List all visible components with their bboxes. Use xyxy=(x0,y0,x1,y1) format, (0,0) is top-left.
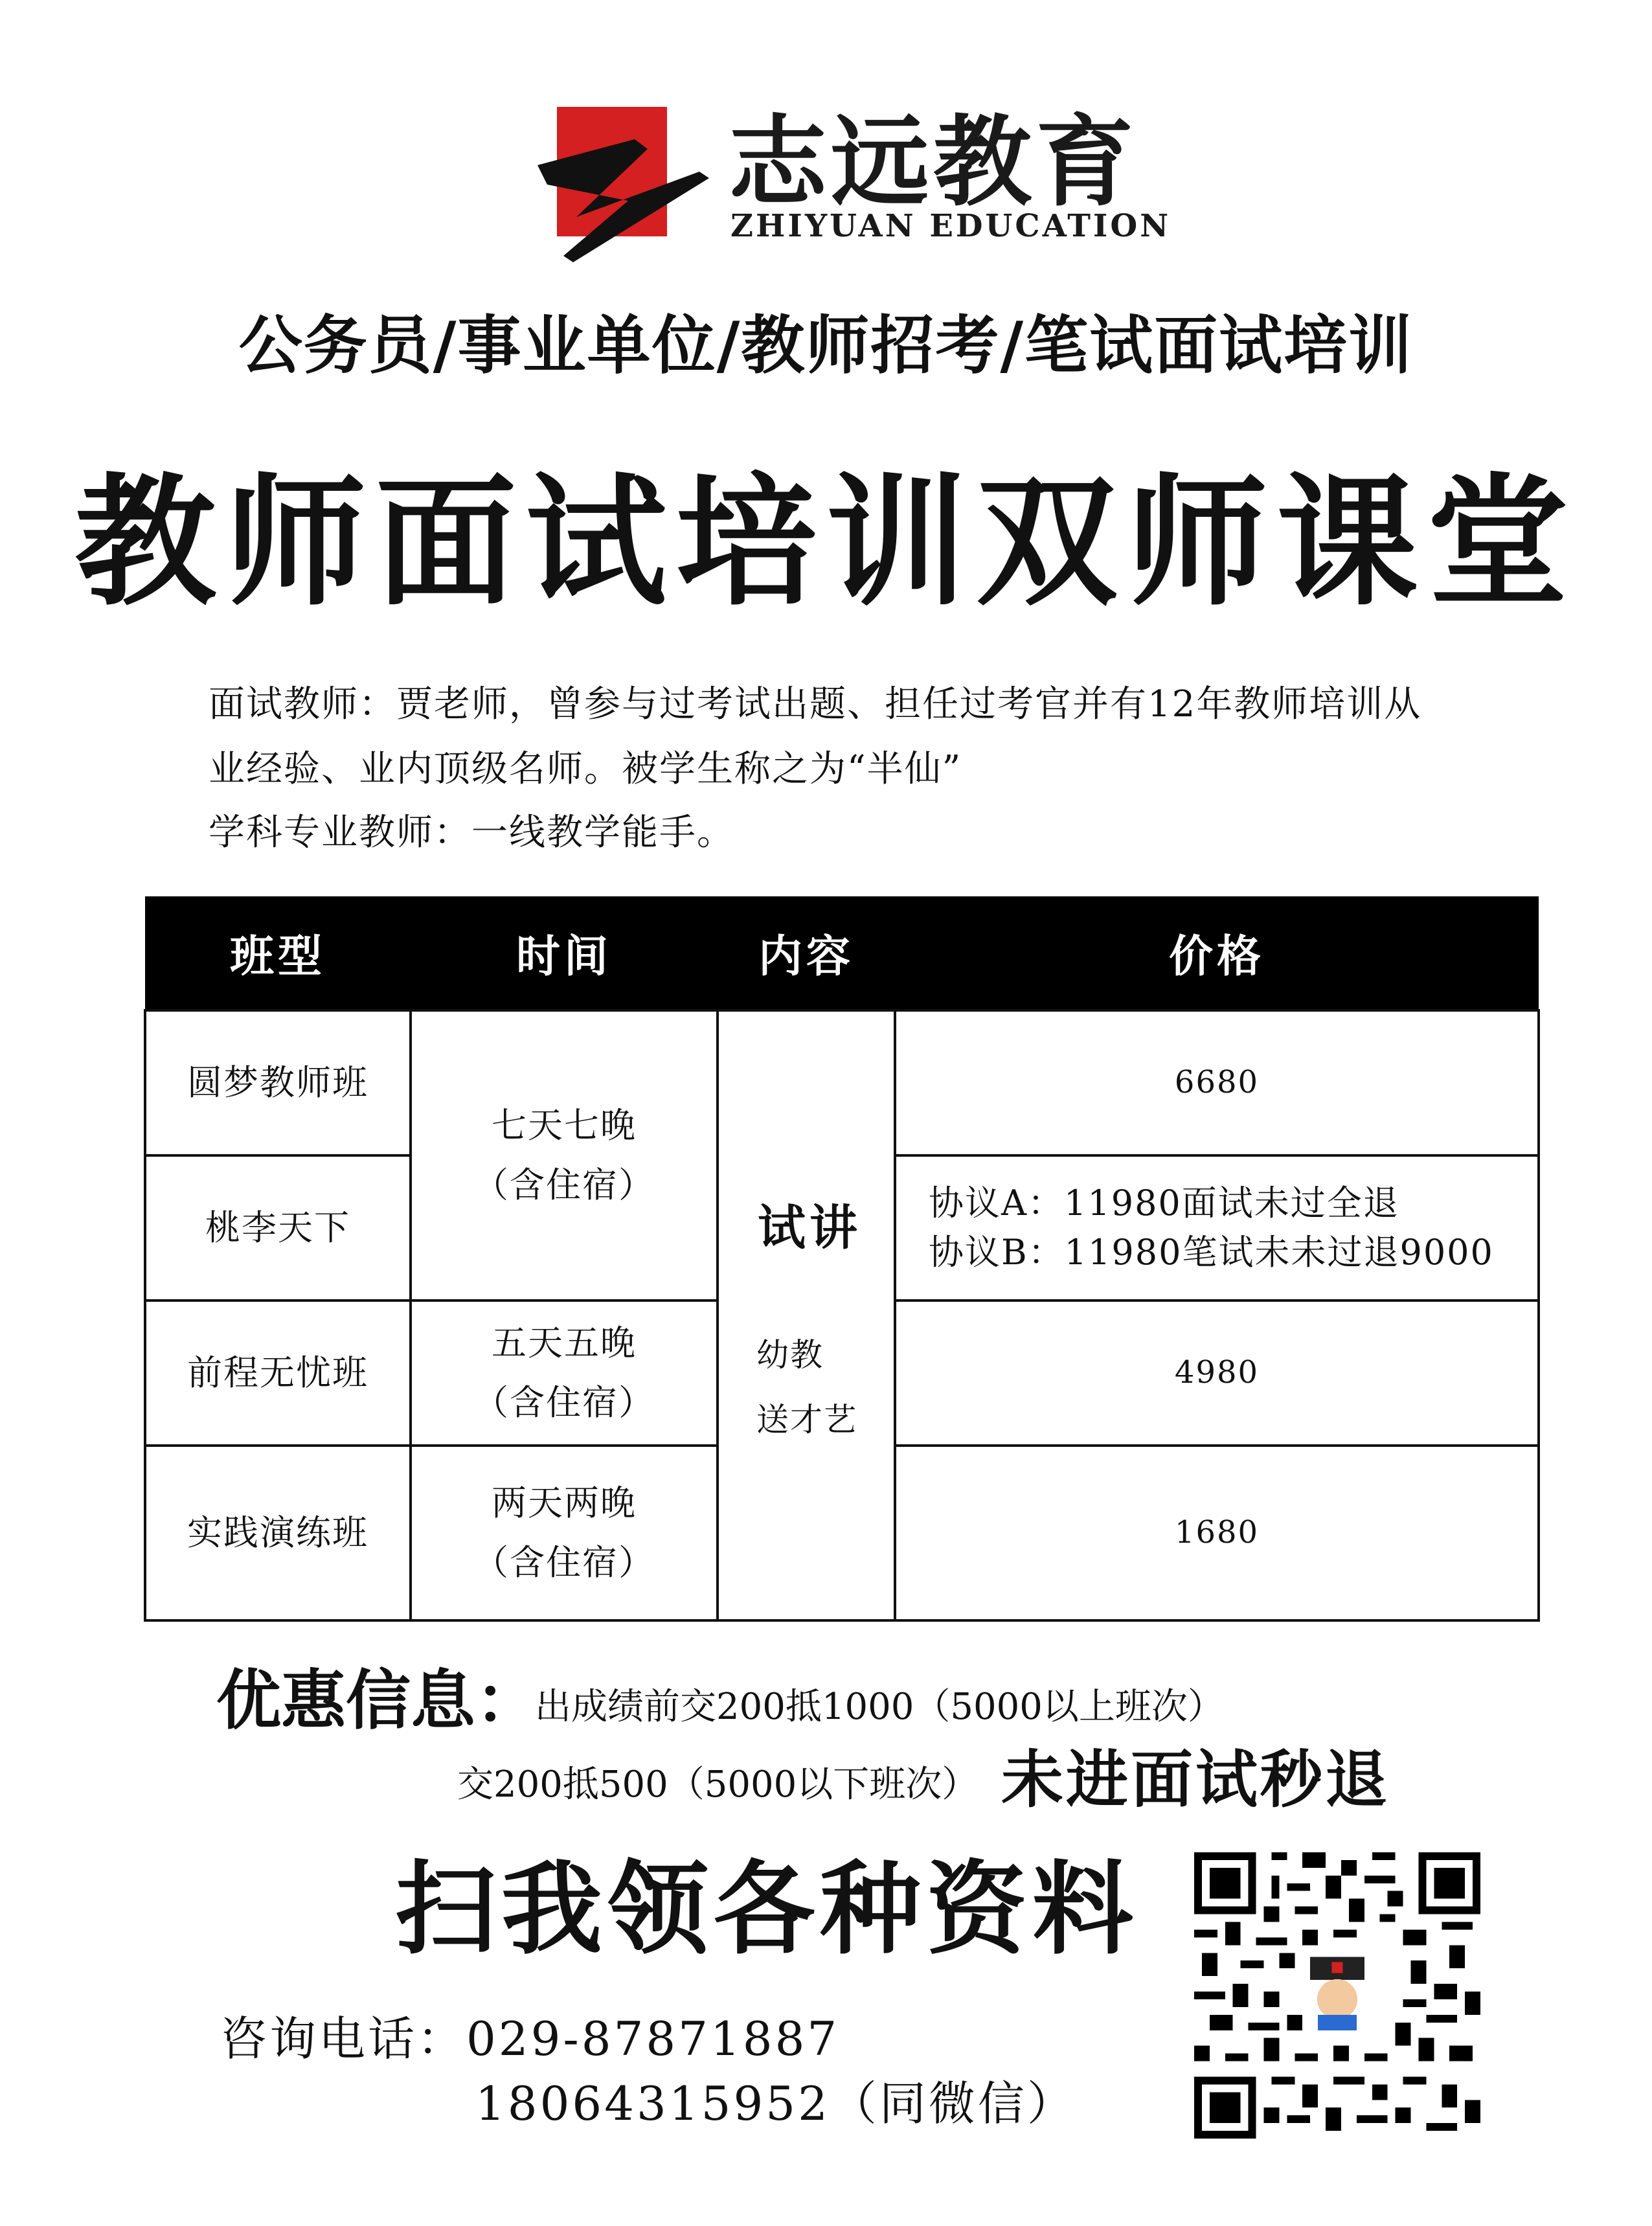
time-duration: 两天两晚 xyxy=(492,1482,637,1524)
brand-logo-icon xyxy=(537,104,712,266)
promo-line: 交200抵500（5000以下班次） xyxy=(457,1764,979,1806)
time-lodging: （含住宿） xyxy=(473,1382,655,1423)
promo-label: 优惠信息： xyxy=(216,1662,540,1738)
header-content: 内容 xyxy=(718,896,895,1010)
main-title: 教师面试培训双师课堂 xyxy=(74,459,1578,625)
content-cell xyxy=(718,1010,895,1620)
intro-line: 业经验、业内顶级名师。被学生称之为“半仙” xyxy=(209,748,962,790)
brand-name-cn: 志远教育 xyxy=(729,105,1138,220)
intro-line: 面试教师：贾老师，曾参与过考试出题、担任过考官并有12年教师培训从 xyxy=(209,683,1422,725)
content-main: 试讲 xyxy=(758,1200,861,1256)
contact-mobile: 18064315952（同微信） xyxy=(475,2076,1076,2131)
header-price: 价格 xyxy=(895,896,1539,1010)
price-option-a: 协议A：11980面试未过全退 xyxy=(929,1183,1399,1224)
wechat-qr-code-icon[interactable] xyxy=(1194,1852,1480,2139)
header-class-type: 班型 xyxy=(145,896,411,1010)
price-cell: 1680 xyxy=(895,1446,1539,1620)
time-duration: 七天七晚 xyxy=(492,1105,637,1146)
class-name-cell: 桃李天下 xyxy=(145,1155,411,1300)
scan-prompt: 扫我领各种资料 xyxy=(395,1850,1138,1968)
class-name-cell: 前程无忧班 xyxy=(145,1300,411,1446)
time-lodging: （含住宿） xyxy=(473,1542,655,1583)
price-cell: 6680 xyxy=(895,1010,1539,1155)
table-header-row xyxy=(145,896,1539,1010)
class-name-cell: 实践演练班 xyxy=(145,1446,411,1620)
price-cell xyxy=(895,1155,1539,1300)
contact-phone: 咨询电话：029-87871887 xyxy=(220,2012,840,2066)
promo-line: 出成绩前交200抵1000（5000以上班次） xyxy=(535,1686,1224,1728)
content-sub xyxy=(756,1323,857,1452)
time-cell xyxy=(411,1010,718,1300)
time-lodging: （含住宿） xyxy=(473,1164,655,1205)
price-option-b: 协议B：11980笔试未未过退9000 xyxy=(929,1232,1494,1273)
price-cell: 4980 xyxy=(895,1300,1539,1446)
table-row xyxy=(145,1010,1539,1155)
brand-name-en: ZHIYUAN EDUCATION xyxy=(730,208,1171,244)
promo-refund: 未进面试秒退 xyxy=(1001,1743,1390,1816)
intro-line: 学科专业教师：一线教学能手。 xyxy=(209,812,734,854)
time-cell xyxy=(411,1446,718,1620)
course-table xyxy=(144,896,1540,1622)
class-name-cell: 圆梦教师班 xyxy=(145,1010,411,1155)
time-cell xyxy=(411,1300,718,1446)
header-time: 时间 xyxy=(411,896,718,1010)
subtitle: 公务员/事业单位/教师招考/笔试面试培训 xyxy=(238,309,1414,383)
content-sub-line: 幼教 xyxy=(756,1336,824,1374)
content-sub-line: 送才艺 xyxy=(756,1401,857,1438)
time-duration: 五天五晚 xyxy=(492,1323,637,1364)
